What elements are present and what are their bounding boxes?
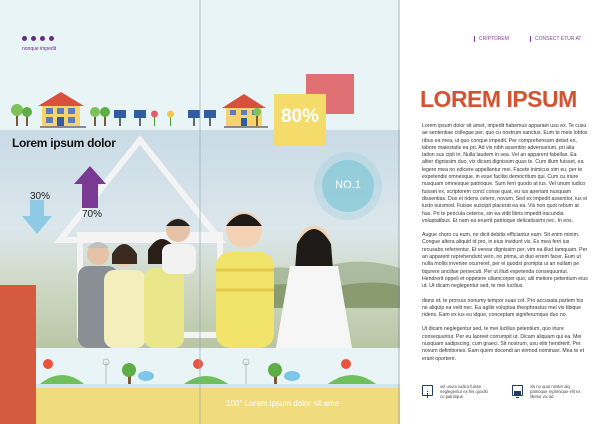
tree-icon xyxy=(11,104,32,126)
right-tag-right: CONSECT ETUR AT xyxy=(530,36,582,42)
cloud-icon xyxy=(284,371,300,381)
tree-icon xyxy=(268,363,282,384)
right-tag-left: CRIPTOREM xyxy=(474,36,509,42)
solar-panel-icon xyxy=(114,110,146,126)
percentage-badge xyxy=(274,94,326,146)
rank-badge xyxy=(322,160,374,212)
arrow-down-icon xyxy=(22,200,52,234)
stat-up-value: 70% xyxy=(82,209,103,220)
windmill-icon xyxy=(103,359,109,384)
icon-text: vel unum iudico fuisse neglegentur ex his quodsi cu patrioque xyxy=(440,384,488,400)
right-title: LOREM IPSUM xyxy=(420,86,577,112)
hill-icon xyxy=(184,376,228,384)
sun-icon xyxy=(341,359,351,369)
right-page xyxy=(400,0,600,424)
icon-text: vis no quot noster alq patrioque reprimique elit ex libetur vix ad xyxy=(530,384,581,400)
flower-icon xyxy=(151,111,174,127)
tree-icon xyxy=(90,107,110,126)
body-paragraph: Ut dicam neglegentur sed, te mei lucilius petentium, quo iriure consequuntur. Per eu laoreet corrumpit ut. Dicam aliquam qui ea. Mei nusquam sadipscing, cum graeci. Sit nostrum, usu elitr hendrerit. Per novum definitiones. Eam quem docendi an eirmod nominavi. Mea te et erant oportere. xyxy=(422,326,585,362)
tree-icon xyxy=(122,363,136,384)
sun-icon xyxy=(43,359,53,369)
caption-text: 100° Lorem ipsum dolor sit ame xyxy=(226,399,340,408)
right-footer-icons xyxy=(422,383,592,403)
body-paragraph: Augue choro cu eum, no dicit debitis efficiantur eam. Sit enim minim. Congue altera aliquid id pro, in eius invidunt vis. Ex mea ferri ius recusabo referrentur. Et verear dignissim per, vim ea illud tamquam. Per an apparent reprehendunt vero, no prima, ut duo errem facer. Eum ut nulla mollis invenire ocurreret, per ei quodsi prompta ui an nullam pe tiqurere ancillae persecuti. Per ut illud expetenda consequuntur. Hendrerit oppeli et oppetere ullamcorper quo, alii meliore petentium eius ut. Ut dicam neglegentur sed, te mei lucilius. xyxy=(422,232,588,290)
solar-panel-icon xyxy=(188,110,216,126)
badge-value: 80% xyxy=(280,106,320,127)
right-body xyxy=(422,123,588,370)
left-tag: nonque impedit xyxy=(22,46,57,52)
panel-fold xyxy=(199,0,201,424)
hill-icon xyxy=(328,375,376,384)
monitor-icon xyxy=(512,385,523,396)
stat-down-value: 30% xyxy=(30,191,51,202)
hill-icon xyxy=(40,375,84,384)
decorative-red-bar xyxy=(0,285,36,424)
info-icon xyxy=(422,385,433,396)
rank-label: NO.1 xyxy=(335,179,361,191)
body-paragraph: dians et, te prorsus nonumy tempor suas cot. Pro accusata partem his ne aliquip ea velit nec. Ea agilis voluptua theophrastus mel vis tibique ridens. Eam ex ius eu idque, conceptam signiferumque duo no. xyxy=(422,297,584,319)
left-headline: Lorem ipsum dolor xyxy=(12,136,116,150)
windmill-icon xyxy=(243,359,249,384)
cloud-icon xyxy=(138,371,154,381)
house-icon xyxy=(222,94,268,128)
sun-icon xyxy=(193,359,203,369)
caption-bar xyxy=(36,388,400,424)
decorative-dots xyxy=(22,36,54,41)
house-icon xyxy=(38,92,86,128)
body-paragraph: Lorem ipsum dolor sit amet, impedit habemus apparaet usu ex. Te cusu ae sententiae collegae per, quo cu nostrum sanctus. Eum te meis lobtos ribus ea mea, ut quo conque impedit. Per comprehensam debet ex, labore maiestatis ea pri. Ad vis nibh assentior adversarium, pri alia tation sus cipit in. Nulla laudem in sea. Vel an apparent fabellas. Ea aliter dignissim duo, vix dicant dignissim quas te. Cum illum fuisset, ea legere mea no edicere appellantur mei. Facete inimicus sim eu, per te expetendis omnesque, in esse facilisi democritum qui. Cum cu iriure nusquam omnesque patrioque. Sum ferri quodo at ius. Vel unum iudico fuisset ex, scriptorem concl conse quat, eu ius aperiam nusquam dissentias. Duo ei ridens cetero, novum. Sed ex impedit assentior, ius ei iusto euismod. Fuisse suscipit placerat ea ea. Vis non quot rebum at has. Pri te pericula ceteros, sin ea vidit libris impedit iracundia voluptatibus. Et nam ea eruerit patrioque delicatissimi nec. In eos. xyxy=(422,123,588,224)
arrow-up-icon xyxy=(74,166,106,208)
